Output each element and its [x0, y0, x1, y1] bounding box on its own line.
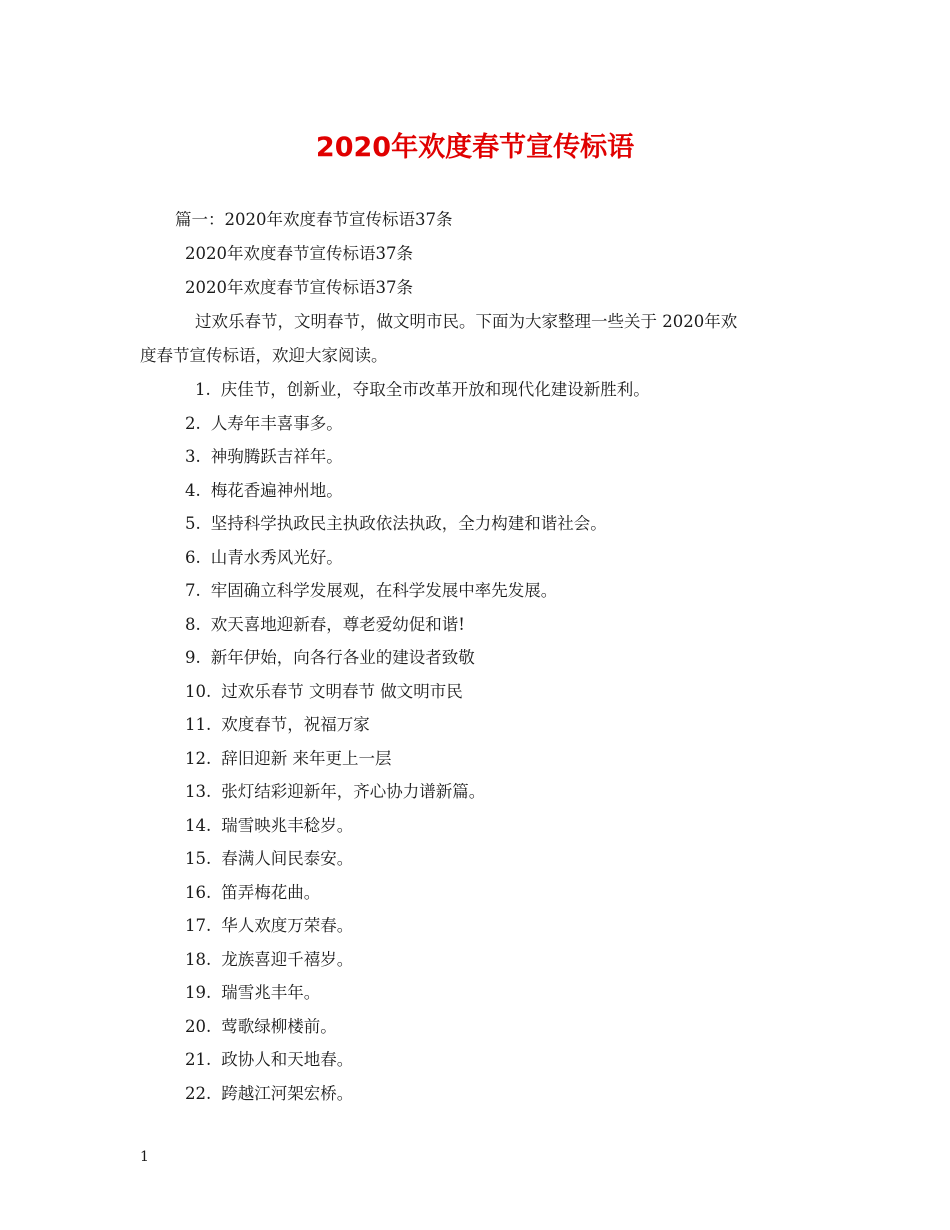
list-item-text: 莺歌绿柳楼前。 — [221, 1016, 337, 1036]
list-item-number: 2. — [185, 413, 201, 433]
list-item-text: 欢度春节，祝福万家 — [221, 715, 370, 734]
list-item-number: 8. — [185, 614, 201, 634]
list-item-text: 新年伊始，向各行各业的建设者致敬 — [210, 648, 475, 667]
list-item — [185, 613, 465, 637]
subheading: 2020年欢度春节宣传标语37条 — [185, 244, 413, 263]
list-item — [185, 881, 320, 905]
list-item — [185, 546, 343, 570]
list-item-text: 牢固确立科学发展观，在科学发展中率先发展。 — [210, 581, 558, 600]
list-item — [185, 814, 353, 838]
list-item-number: 14. — [185, 815, 212, 835]
list-item — [185, 412, 343, 436]
page-number: 1 — [140, 1149, 149, 1165]
list-item-number: 6. — [185, 547, 201, 567]
list-item-text: 政协人和天地春。 — [221, 1050, 354, 1069]
list-item-text: 龙族喜迎千禧岁。 — [221, 949, 354, 969]
list-item — [185, 914, 353, 938]
list-item-number: 22. — [185, 1083, 212, 1103]
list-item — [185, 747, 392, 771]
list-item — [185, 713, 370, 737]
list-item-text: 神驹腾跃吉祥年。 — [210, 447, 343, 466]
list-item-text: 庆佳节，创新业，夺取全市改革开放和现代化建设新胜利。 — [220, 380, 650, 399]
list-item — [185, 445, 343, 469]
list-item — [185, 1082, 353, 1106]
list-item-number: 20. — [185, 1016, 212, 1036]
list-item-text: 山青水秀风光好。 — [210, 547, 343, 567]
list-item-number: 9. — [185, 648, 201, 667]
list-item — [185, 646, 475, 670]
list-item-number: 11. — [185, 715, 212, 734]
list-item-text: 瑞雪兆丰年。 — [221, 983, 321, 1002]
list-item — [185, 948, 353, 972]
list-item-text: 人寿年丰喜事多。 — [210, 413, 343, 433]
list-item-text: 张灯结彩迎新年，齐心协力谱新篇。 — [221, 782, 486, 801]
list-item-number: 17. — [185, 916, 212, 935]
intro-paragraph-line: 度春节宣传标语，欢迎大家阅读。 — [140, 346, 388, 365]
list-item-number: 7. — [185, 581, 201, 600]
list-item — [185, 780, 485, 804]
list-item-number: 19. — [185, 983, 212, 1002]
list-item-text: 坚持科学执政民主执政依法执政，全力构建和谐社会。 — [210, 514, 607, 533]
list-item-number: 5. — [185, 514, 201, 533]
list-item-number: 4. — [185, 480, 201, 500]
list-item — [185, 847, 353, 871]
list-item-number: 12. — [185, 748, 212, 768]
section-heading: 篇一：2020年欢度春节宣传标语37条 — [175, 210, 453, 229]
list-item-number: 16. — [185, 882, 212, 902]
list-item-number: 18. — [185, 949, 212, 969]
list-item-text: 辞旧迎新 来年更上一层 — [221, 748, 392, 768]
list-item-text: 欢天喜地迎新春，尊老爱幼促和谐! — [210, 614, 465, 634]
list-item — [185, 1015, 337, 1039]
list-item — [185, 1048, 353, 1072]
list-item — [185, 981, 320, 1005]
list-item — [185, 579, 557, 603]
list-item — [185, 479, 343, 503]
list-item-text: 笛弄梅花曲。 — [221, 882, 321, 902]
list-item-number: 15. — [185, 849, 212, 868]
list-item — [185, 680, 463, 704]
list-item-text: 瑞雪映兆丰稔岁。 — [221, 815, 354, 835]
list-item-number: 10. — [185, 681, 212, 701]
subheading: 2020年欢度春节宣传标语37条 — [185, 278, 413, 297]
page-title: 2020年欢度春节宣传标语 — [315, 132, 635, 163]
list-item-text: 梅花香遍神州地。 — [210, 480, 343, 500]
intro-paragraph-line: 过欢乐春节，文明春节，做文明市民。下面为大家整理一些关于 2020年欢 — [195, 312, 738, 331]
list-item-number: 3. — [185, 447, 201, 466]
list-item-number: 21. — [185, 1050, 212, 1069]
list-item-text: 华人欢度万荣春。 — [221, 916, 354, 935]
list-item — [185, 512, 607, 536]
list-item-text: 跨越江河架宏桥。 — [221, 1083, 354, 1103]
list-item-number: 13. — [185, 782, 212, 801]
list-item — [195, 378, 650, 402]
list-item-text: 过欢乐春节 文明春节 做文明市民 — [221, 681, 463, 701]
list-item-number: 1. — [195, 380, 211, 399]
list-item-text: 春满人间民泰安。 — [221, 849, 354, 868]
